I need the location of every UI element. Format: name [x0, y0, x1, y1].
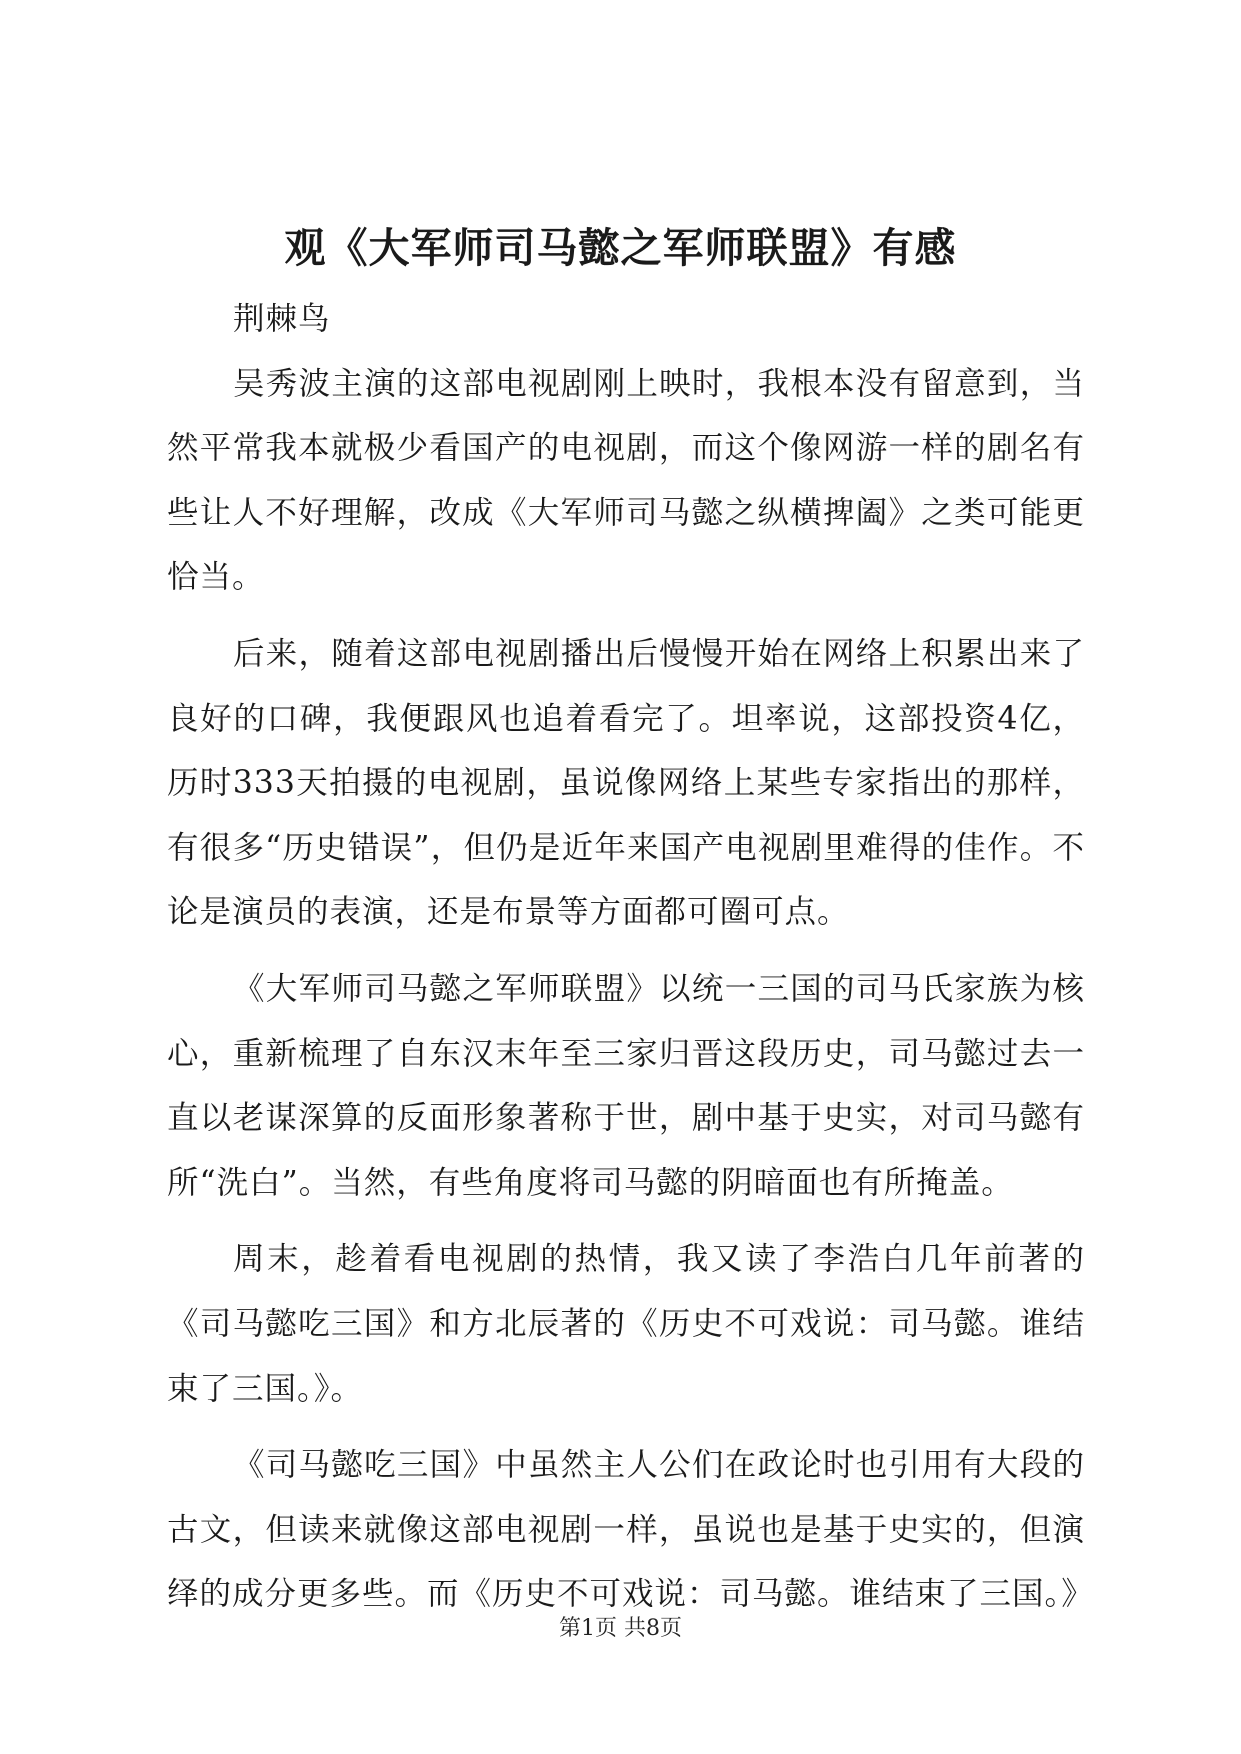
paragraph-1: 吴秀波主演的这部电视剧刚上映时，我根本没有留意到，当然平常我本就极少看国产的电视剧，而这个像网游一样的剧名有些让人不好理解，改成《大军师司马懿之纵横捭阖》之类可能更恰当。: [167, 365, 1085, 596]
paragraph-2: 后来，随着这部电视剧播出后慢慢开始在网络上积累出来了良好的口碑，我便跟风也追着看完了。坦率说，这部投资4亿，历时333天拍摄的电视剧，虽说像网络上某些专家指出的那样，有很多“历史错误”，但仍是近年来国产电视剧里难得的佳作。不论是演员的表演，还是布景等方面都可圈可点。: [167, 635, 1085, 931]
paragraph-4: 周末，趁着看电视剧的热情，我又读了李浩白几年前著的《司马懿吃三国》和方北辰著的《历史不可戏说：司马懿。谁结束了三国。》。: [167, 1241, 1085, 1407]
author-name: 荆棘鸟: [233, 301, 331, 337]
document-body: [167, 287, 1094, 1627]
paragraph-5: 《司马懿吃三国》中虽然主人公们在政论时也引用有大段的古文，但读来就像这部电视剧一样，虽说也是基于史实的，但演绎的成分更多些。而《历史不可戏说：司马懿。谁结束了三国。》: [167, 1447, 1094, 1613]
document-title: 观《大军师司马懿之军师联盟》有感: [284, 224, 957, 272]
page-number-footer: 第1页 共8页: [559, 1616, 682, 1641]
paragraph-3: 《大军师司马懿之军师联盟》以统一三国的司马氏家族为核心，重新梳理了自东汉末年至三家归晋这段历史，司马懿过去一直以老谋深算的反面形象著称于世，剧中基于史实，对司马懿有所“洗白”。当然，有些角度将司马懿的阴暗面也有所掩盖。: [167, 970, 1085, 1201]
